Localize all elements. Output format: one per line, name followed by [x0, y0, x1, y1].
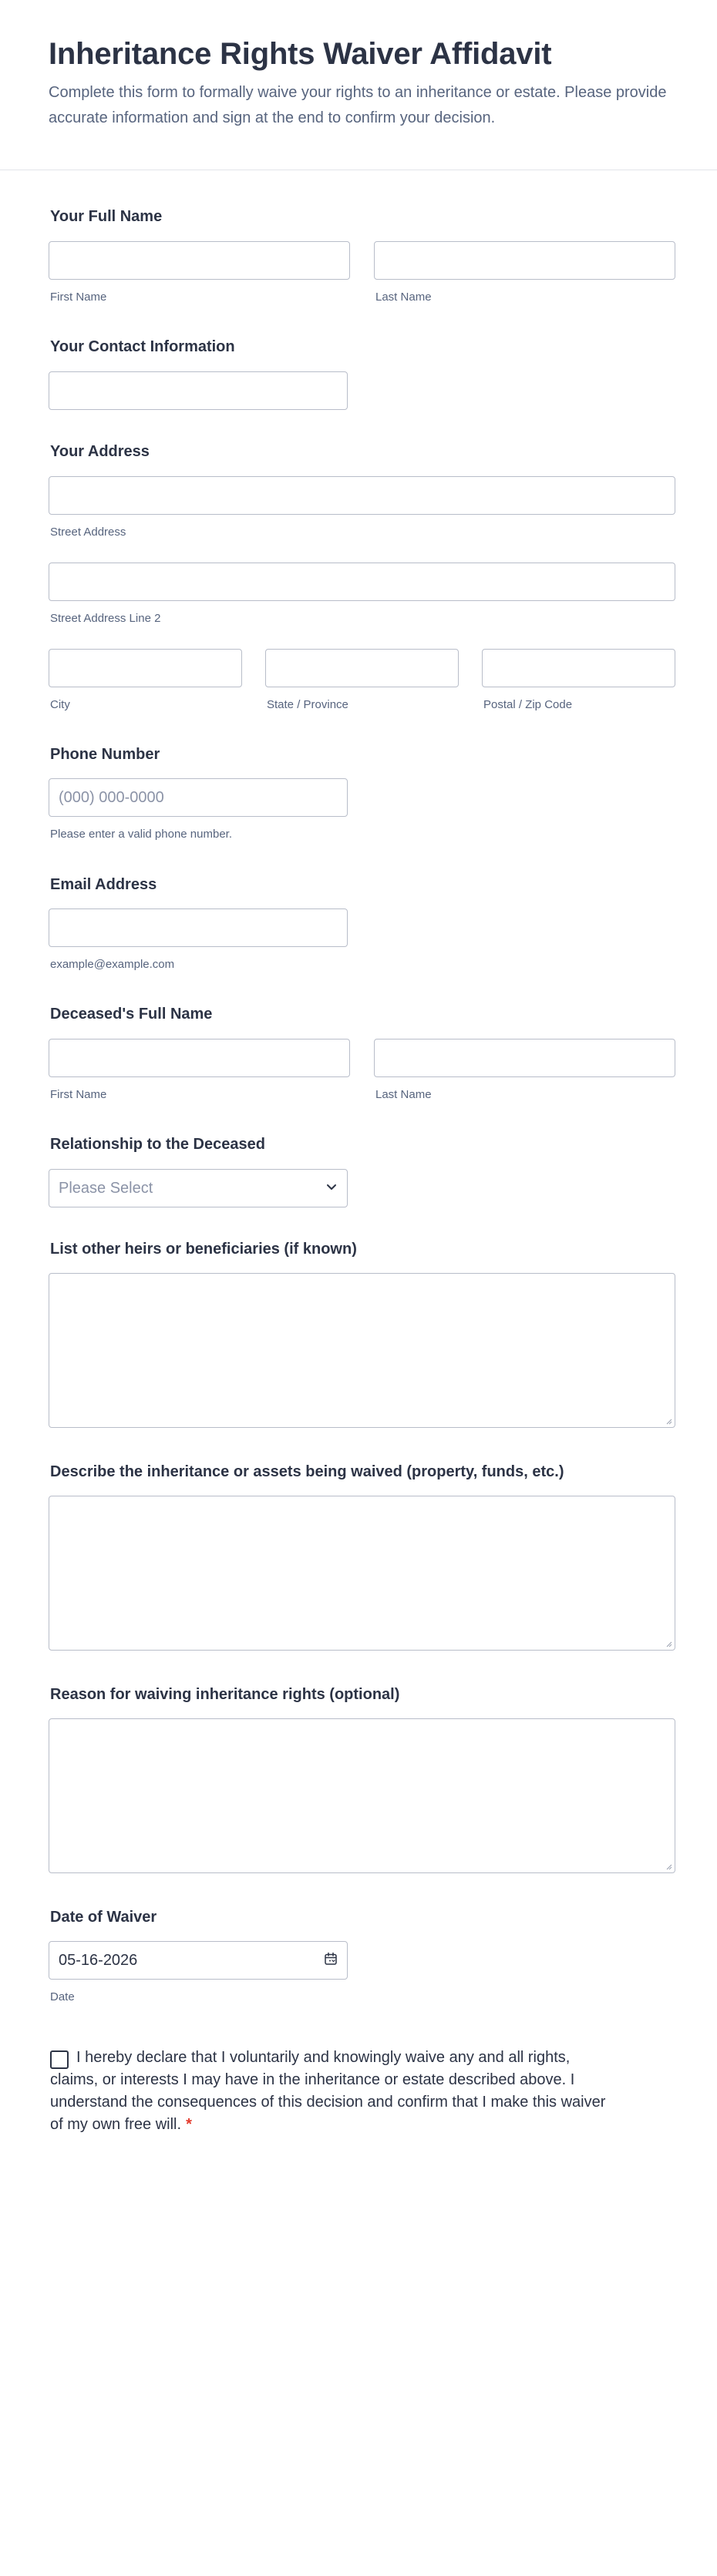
street-address-line2-sublabel: Street Address Line 2 [50, 612, 161, 625]
first-name-input[interactable] [49, 241, 350, 280]
state-sublabel: State / Province [267, 698, 348, 711]
full-name-label: Your Full Name [50, 208, 163, 225]
assets-textarea[interactable] [49, 1496, 675, 1651]
email-input[interactable] [49, 908, 348, 947]
page-title: Inheritance Rights Waiver Affidavit [49, 37, 552, 71]
last-name-sublabel: Last Name [375, 291, 432, 304]
form-header [0, 0, 717, 170]
date-label: Date of Waiver [50, 1909, 157, 1926]
zip-sublabel: Postal / Zip Code [483, 698, 573, 711]
heirs-label: List other heirs or beneficiaries (if known) [50, 1241, 357, 1258]
required-mark: * [186, 2116, 192, 2133]
reason-label: Reason for waiving inheritance rights (optional) [50, 1686, 400, 1703]
reason-textarea[interactable] [49, 1718, 675, 1873]
relationship-select[interactable] [49, 1169, 348, 1207]
deceased-last-name-input[interactable] [374, 1039, 675, 1077]
contact-input[interactable] [49, 371, 348, 410]
resize-grip-icon[interactable] [665, 1640, 672, 1647]
date-input[interactable] [49, 1941, 348, 1980]
resize-grip-icon[interactable] [665, 1417, 672, 1425]
deceased-first-name-sublabel: First Name [50, 1088, 107, 1101]
calendar-icon[interactable] [324, 1952, 338, 1970]
first-name-sublabel: First Name [50, 291, 107, 304]
phone-input[interactable] [49, 778, 348, 817]
resize-grip-icon[interactable] [665, 1862, 672, 1870]
email-label: Email Address [50, 876, 157, 893]
street-address-sublabel: Street Address [50, 526, 126, 539]
declaration-text [50, 2047, 617, 2136]
phone-label: Phone Number [50, 746, 160, 763]
deceased-name-label: Deceased's Full Name [50, 1006, 213, 1023]
relationship-label: Relationship to the Deceased [50, 1136, 265, 1153]
date-value: 05-16-2026 [59, 1951, 138, 1969]
page-subtitle: Complete this form to formally waive your rights to an inheritance or estate. Please provide accurate information and sign at the end to confirm your decision. [49, 84, 667, 126]
city-input[interactable] [49, 649, 242, 687]
street-address-line2-input[interactable] [49, 563, 675, 601]
address-label: Your Address [50, 443, 150, 460]
zip-input[interactable] [482, 649, 675, 687]
phone-sublabel: Please enter a valid phone number. [50, 828, 232, 841]
declaration-label: I hereby declare that I voluntarily and knowingly waive any and all rights, claims, or interests I may have in the inheritance or estate described above. I understand the consequences of this decision and confirm that I make this waiver of my own free will. [50, 2049, 606, 2133]
chevron-down-icon [325, 1181, 338, 1197]
state-input[interactable] [265, 649, 459, 687]
contact-label: Your Contact Information [50, 338, 235, 355]
email-sublabel: example@example.com [50, 958, 175, 971]
street-address-input[interactable] [49, 476, 675, 515]
last-name-input[interactable] [374, 241, 675, 280]
assets-label: Describe the inheritance or assets being waived (property, funds, etc.) [50, 1463, 564, 1480]
deceased-last-name-sublabel: Last Name [375, 1088, 432, 1101]
relationship-select-value: Please Select [59, 1179, 153, 1197]
heirs-textarea[interactable] [49, 1273, 675, 1428]
deceased-first-name-input[interactable] [49, 1039, 350, 1077]
date-sublabel: Date [50, 1990, 75, 2003]
city-sublabel: City [50, 698, 70, 711]
